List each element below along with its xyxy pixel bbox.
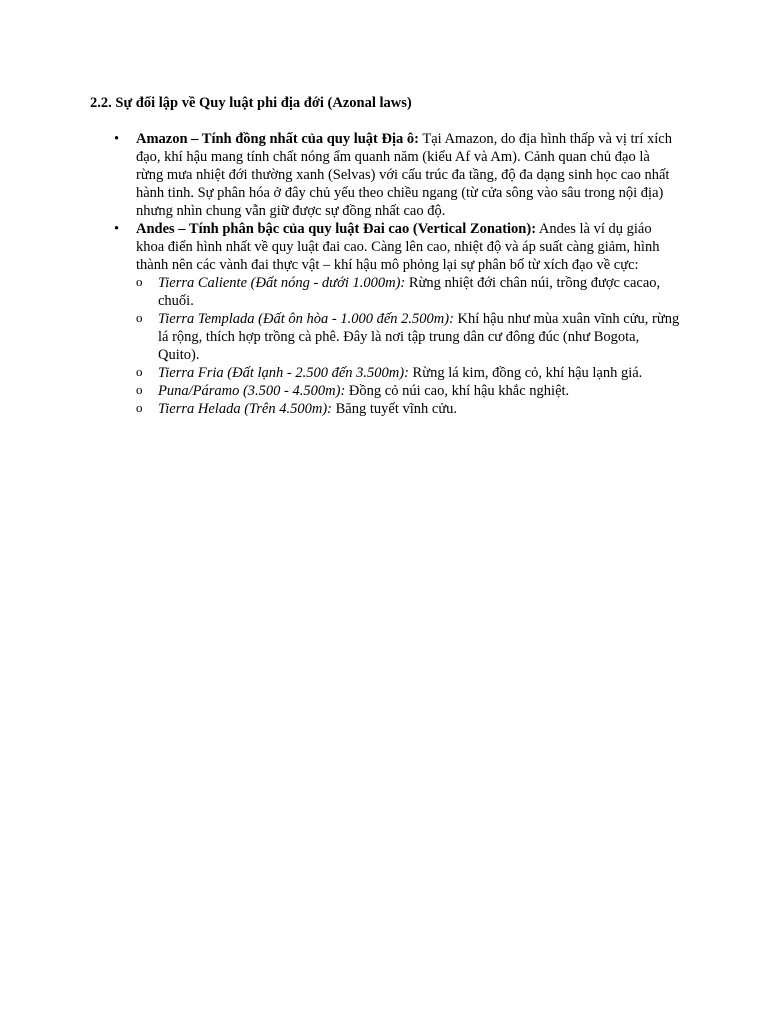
sub-item-tierra-templada (114, 310, 680, 364)
sub-item-puna-paramo (114, 382, 680, 400)
sub-marker: o (136, 400, 143, 415)
sub-item-text: Rừng nhiệt đới chân núi, trồng được cacao, chuối. (158, 275, 661, 309)
bullet-marker: • (114, 221, 120, 237)
sub-marker: o (136, 274, 143, 289)
sub-list (114, 274, 680, 418)
sub-marker: o (136, 310, 143, 325)
sub-item-tierra-helada (114, 400, 680, 418)
bullet-item-andes (114, 220, 680, 274)
sub-item-text: Khí hậu như mùa xuân vĩnh cửu, rừng lá rộng, thích hợp trồng cà phê. Đây là nơi tập trung dân cư đông đúc (như Bogota, Quito). (158, 311, 680, 363)
sub-item-tierra-caliente (114, 274, 680, 310)
bullet-item-amazon (114, 130, 680, 220)
bullet-text: Andes là ví dụ giáo khoa điển hình nhất về quy luật đai cao. Càng lên cao, nhiệt độ và áp suất càng giảm, hình thành nên các vành đai thực vật – khí hậu mô phỏng lại sự phân bố từ xích đạo về cực: (136, 221, 660, 273)
bullet-text: Tại Amazon, do địa hình thấp và vị trí xích đạo, khí hậu mang tính chất nóng ẩm quanh năm (kiểu Af và Am). Cảnh quan chủ đạo là rừng mưa nhiệt đới thường xanh (Selvas) với cấu trúc đa tầng, độ đa dạng sinh học cao nhất hành tinh. Sự phân hóa ở đây chủ yếu theo chiều ngang (từ cửa sông vào sâu trong nội địa) nhưng nhìn chung vẫn giữ được sự đồng nhất cao độ. (136, 131, 672, 219)
sub-marker: o (136, 364, 143, 379)
sub-list-container (114, 274, 680, 418)
bullet-title: Andes – Tính phân bậc của quy luật Đai cao (Vertical Zonation): (136, 221, 537, 237)
sub-item-label: Tierra Helada (Trên 4.500m): (158, 401, 332, 417)
sub-item-tierra-fria (114, 364, 680, 382)
bullet-title: Amazon – Tính đồng nhất của quy luật Địa ô: (136, 131, 419, 147)
sub-item-label: Tierra Templada (Đất ôn hòa - 1.000 đến 2.500m): (158, 311, 454, 327)
sub-item-label: Tierra Fria (Đất lạnh - 2.500 đến 3.500m): (158, 365, 409, 381)
sub-item-text: Rừng lá kim, đồng cỏ, khí hậu lạnh giá. (408, 365, 643, 381)
sub-item-label: Tierra Caliente (Đất nóng - dưới 1.000m): (158, 275, 406, 291)
sub-item-text: Băng tuyết vĩnh cửu. (332, 401, 458, 417)
bullet-marker: • (114, 131, 120, 147)
bullet-list (114, 130, 680, 418)
sub-item-label: Puna/Páramo (3.500 - 4.500m): (158, 383, 346, 399)
section-heading: 2.2. Sự đối lập về Quy luật phi địa đới (Azonal laws) (90, 95, 412, 111)
sub-marker: o (136, 382, 143, 397)
sub-item-text: Đồng cỏ núi cao, khí hậu khắc nghiệt. (345, 383, 570, 399)
